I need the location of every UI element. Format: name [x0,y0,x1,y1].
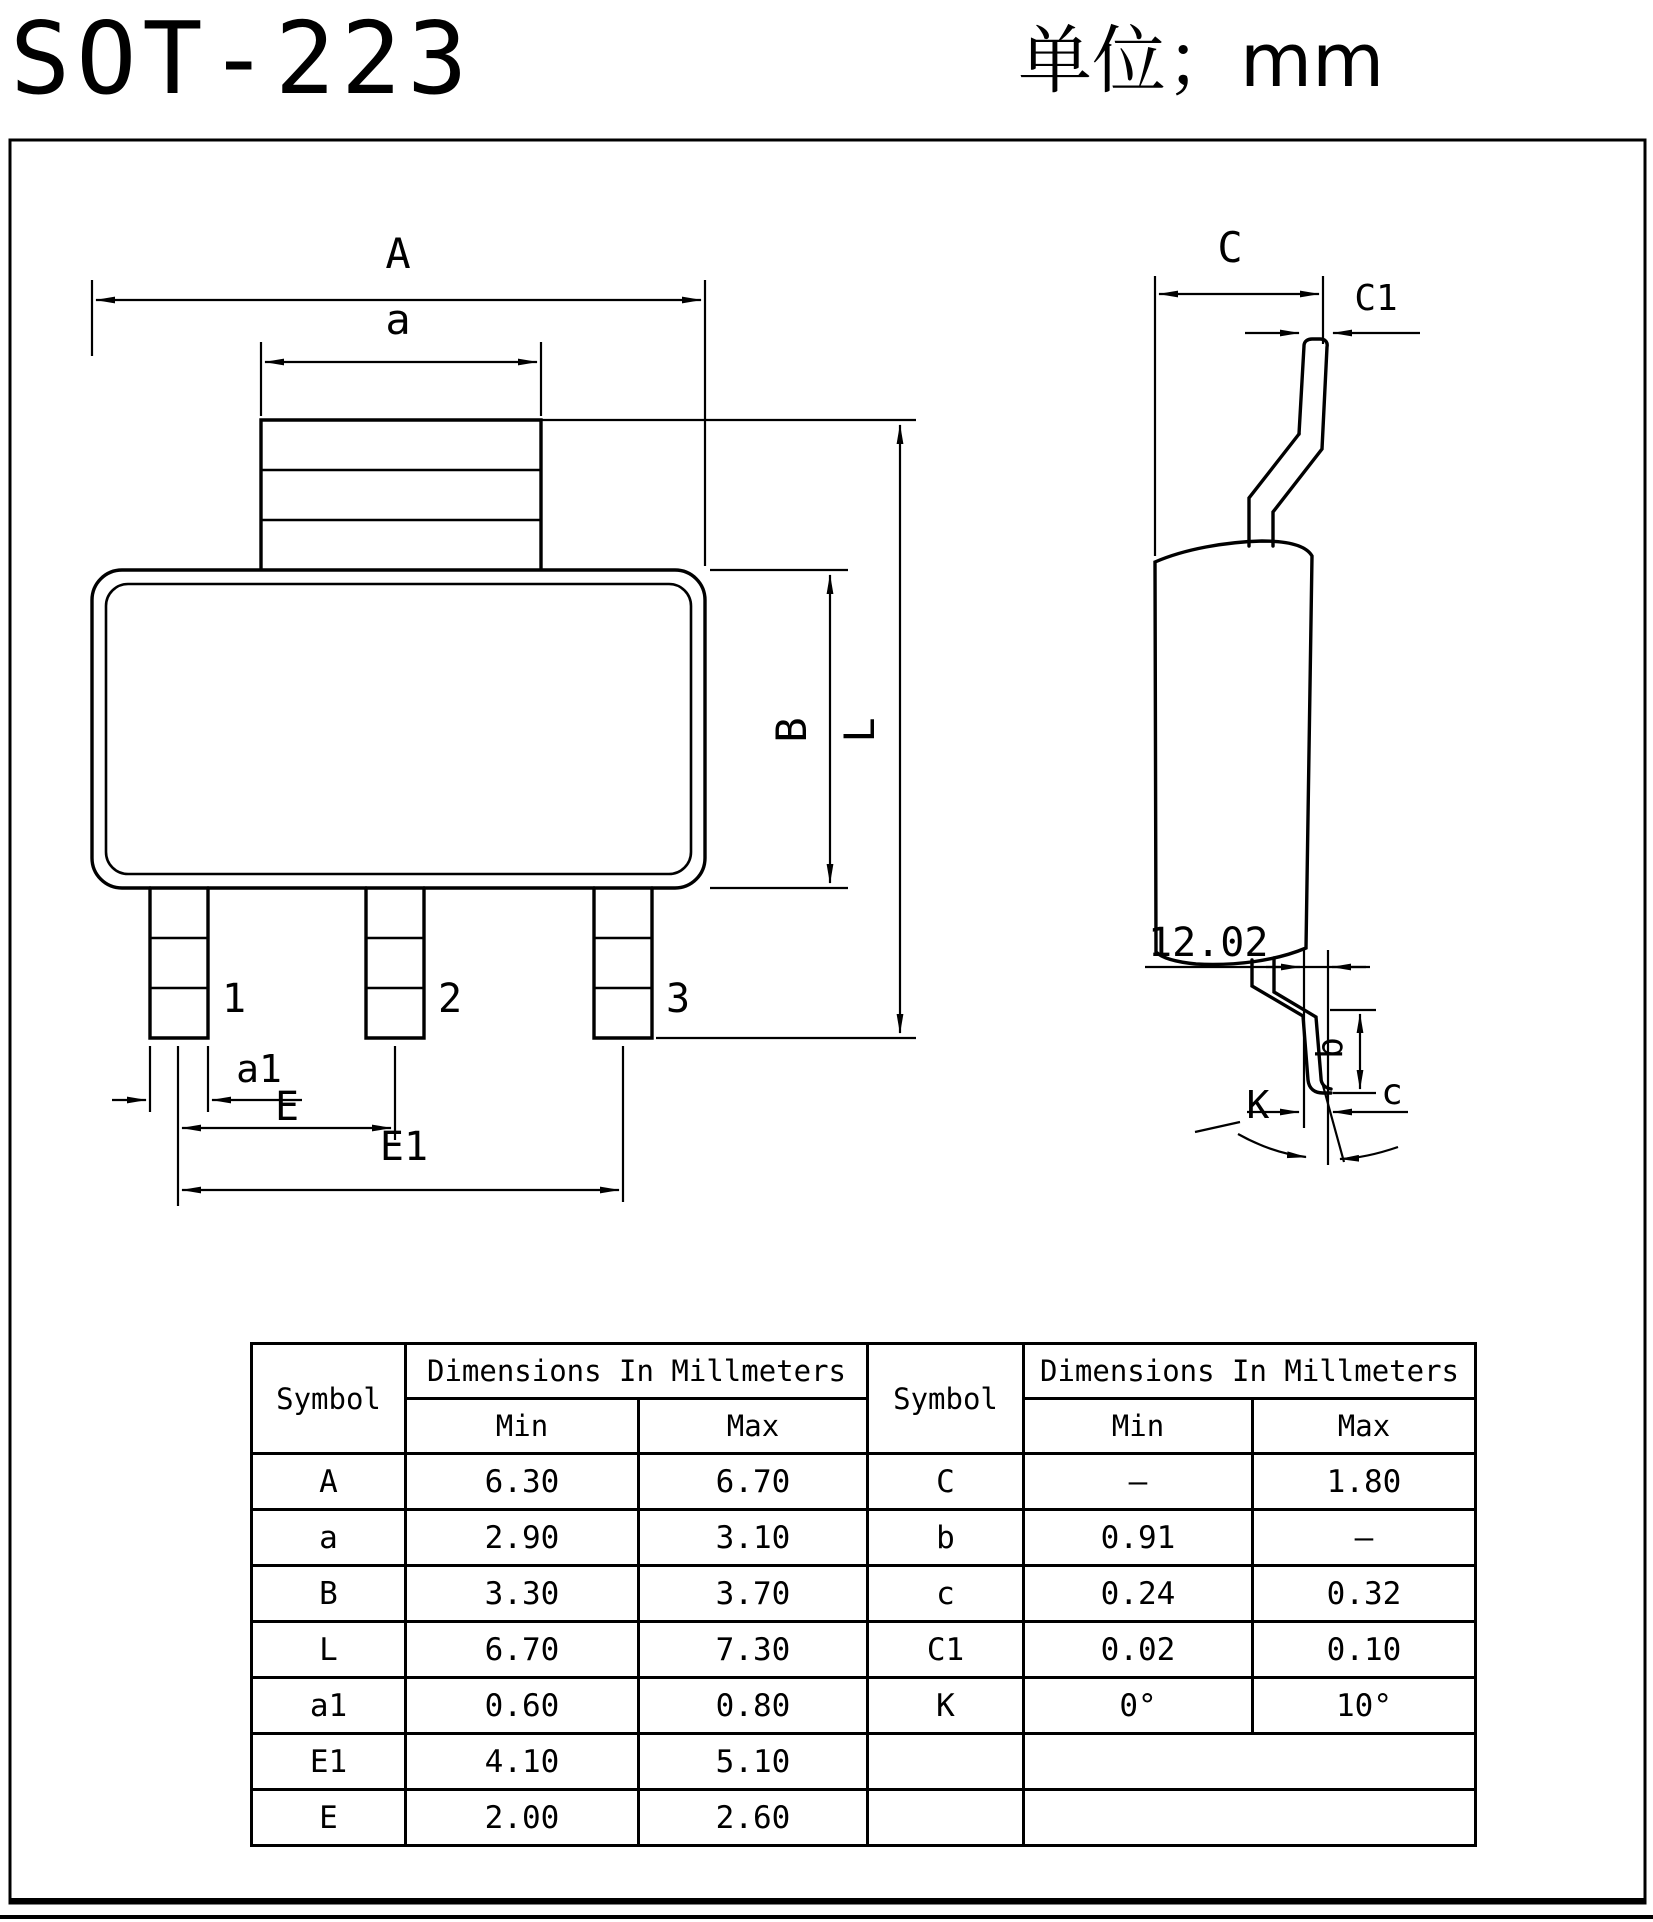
angle-arc [1340,1147,1398,1159]
max-cell: 0.32 [1253,1566,1476,1622]
min-cell: – [1024,1454,1253,1510]
max-cell: 10° [1253,1678,1476,1734]
header-max-cell: Max [639,1399,868,1454]
dim-label-c: c [1381,1072,1403,1113]
header-min-cell: Min [1024,1399,1253,1454]
symbol-cell: a [252,1510,406,1566]
header-max-cell: Max [1253,1399,1476,1454]
max-cell: 0.10 [1253,1622,1476,1678]
angle-arc [1238,1134,1306,1157]
dim-label-a: a [385,295,411,344]
min-cell: 2.90 [406,1510,639,1566]
table-row [252,1734,1476,1790]
pin-1 [150,888,208,1038]
side-view [1145,223,1420,1165]
empty-merged-cell [1024,1734,1476,1790]
symbol-cell [868,1734,1024,1790]
max-cell: 6.70 [639,1454,868,1510]
dim-label-L: L [835,717,884,743]
max-cell: 3.10 [639,1510,868,1566]
dim-label-K: K [1246,1083,1270,1127]
package-body-inner-outline [106,584,691,874]
table-row [252,1510,1476,1566]
max-cell: 0.80 [639,1678,868,1734]
dim-label-a1: a1 [236,1047,282,1091]
min-cell: 6.30 [406,1454,639,1510]
dimensions-table [250,1342,1477,1847]
symbol-cell [868,1790,1024,1846]
symbol-cell: E [252,1790,406,1846]
header-min-cell: Min [406,1399,639,1454]
max-cell: 1.80 [1253,1454,1476,1510]
min-cell: 0.60 [406,1678,639,1734]
table-row [252,1622,1476,1678]
side-body-outline [1155,541,1312,964]
symbol-cell: A [252,1454,406,1510]
side-top-lead [1273,339,1327,546]
top-view [92,229,916,1206]
symbol-cell: B [252,1566,406,1622]
table-row [252,1566,1476,1622]
unit-label: 单位；mm [1018,18,1385,104]
symbol-cell: L [252,1622,406,1678]
dim-label-E1: E1 [379,1124,429,1170]
symbol-cell: a1 [252,1678,406,1734]
header-symbol-cell: Symbol [868,1344,1024,1454]
min-cell: 0.24 [1024,1566,1253,1622]
max-cell: 7.30 [639,1622,868,1678]
dim-label-E: E [274,1084,300,1130]
symbol-cell: c [868,1566,1024,1622]
max-cell: 3.70 [639,1566,868,1622]
dim-label-C: C [1217,223,1243,272]
tab-outline [261,420,541,568]
symbol-cell: C1 [868,1622,1024,1678]
min-cell: 0.02 [1024,1622,1253,1678]
min-cell: 0.91 [1024,1510,1253,1566]
pin-2 [366,888,424,1038]
min-cell: 3.30 [406,1566,639,1622]
min-cell: 4.10 [406,1734,639,1790]
dim-label-b: b [1310,1037,1351,1059]
min-cell: 6.70 [406,1622,639,1678]
max-cell: – [1253,1510,1476,1566]
header-dimensions-cell: Dimensions In Millmeters [406,1344,868,1399]
dim-label-B: B [767,717,816,743]
table-row [252,1790,1476,1846]
table-row [252,1678,1476,1734]
symbol-cell: E1 [252,1734,406,1790]
max-cell: 5.10 [639,1734,868,1790]
leader-line [1195,1122,1240,1132]
pin-3 [594,888,652,1038]
max-cell: 2.60 [639,1790,868,1846]
package-body-outline [92,570,705,888]
symbol-cell: K [868,1678,1024,1734]
min-cell: 2.00 [406,1790,639,1846]
dim-label-A: A [385,229,411,278]
header-symbol-cell: Symbol [252,1344,406,1454]
symbol-cell: C [868,1454,1024,1510]
header-dimensions-cell: Dimensions In Millmeters [1024,1344,1476,1399]
symbol-cell: b [868,1510,1024,1566]
pin-3-label: 3 [665,976,691,1022]
pin-2-label: 2 [437,976,463,1022]
empty-merged-cell [1024,1790,1476,1846]
dim-label-C1: C1 [1354,278,1398,319]
min-cell: 0° [1024,1678,1253,1734]
note-12-02: 12.02 [1148,920,1269,966]
table-row [252,1454,1476,1510]
pin-1-label: 1 [221,976,247,1022]
page-title: SOT-223 [10,0,474,117]
